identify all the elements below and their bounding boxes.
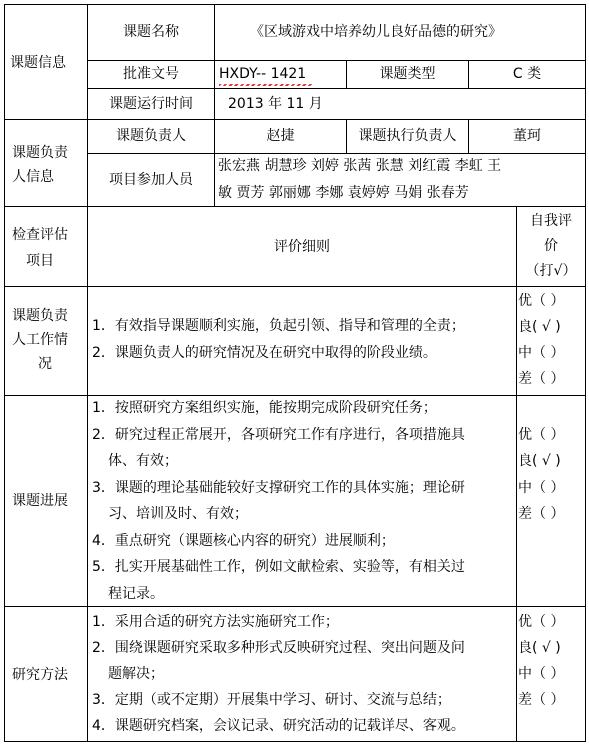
criteria-line: 2．研究过程正常展开，各项研究工作有序进行，各项措施具 [92, 427, 465, 443]
members-line: 敏 贾芳 郭丽娜 李娜 袁婷婷 马娟 张春芳 [218, 185, 469, 201]
criteria-line: 1．按照研究方案组织实施，能按期完成阶段研究任务； [92, 400, 437, 416]
rating-poor[interactable]: 差（ ） [518, 371, 565, 387]
section-label-info: 课题信息 [10, 55, 66, 71]
grid-line [4, 286, 586, 287]
rating-fair[interactable]: 中（ ） [518, 345, 565, 361]
approval-label: 批准文号 [123, 66, 179, 82]
grid-line [4, 606, 586, 607]
leader-value: 赵捷 [266, 128, 295, 144]
grid-line [4, 119, 586, 120]
criteria-line: 程记录。 [108, 586, 164, 602]
rating-excellent[interactable]: 优（ ） [518, 614, 565, 630]
rating-good[interactable]: 良( √ ) [518, 453, 561, 469]
members-label: 项目参加人员 [109, 172, 193, 188]
grid-line [4, 741, 586, 742]
criteria-line: 1．有效指导课题顺利实施，负起引领、指导和管理的全责； [92, 318, 465, 334]
grid-line [87, 88, 586, 89]
time-value: 2013 年 11 月 [228, 96, 323, 112]
exec-leader-value: 董珂 [513, 128, 541, 144]
criteria-line: 3．定期（或不定期）开展集中学习、研讨、交流与总结； [92, 692, 451, 708]
grid-line [87, 153, 586, 154]
section-label: 课题进展 [12, 493, 68, 509]
section-label-leader-2: 人信息 [12, 169, 54, 185]
leader-label: 课题负责人 [116, 128, 186, 144]
criteria-line: 4．重点研究（课题核心内容的研究）进展顺利； [92, 533, 395, 549]
exec-leader-label: 课题执行负责人 [358, 128, 457, 144]
members-line: 张宏燕 胡慧珍 刘婷 张茜 张慧 刘红霞 李虹 王 [218, 158, 502, 174]
header-item-2: 项目 [26, 253, 54, 269]
rating-poor[interactable]: 差（ ） [518, 506, 565, 522]
criteria-line: 1．采用合适的研究方法实施研究工作； [92, 614, 339, 630]
header-self-eval: 自我评 [530, 213, 572, 229]
header-detail: 评价细则 [274, 239, 330, 255]
section-label-leader: 课题负责 [12, 145, 68, 161]
rating-excellent[interactable]: 优（ ） [518, 427, 565, 443]
type-label: 课题类型 [379, 66, 436, 82]
rating-fair[interactable]: 中（ ） [518, 666, 565, 682]
grid-line [87, 60, 586, 61]
approval-value: HXDY-- 1421 [219, 66, 307, 82]
criteria-line: 3．课题的理论基础能较好支撑研究工作的具体实施；理论研 [92, 480, 465, 496]
title-value: 《区域游戏中培养幼儿良好品德的研究》 [250, 24, 502, 40]
grid-line [4, 395, 586, 396]
type-value: C 类 [512, 66, 542, 82]
section-label: 人工作情 [12, 332, 68, 348]
grid-line [87, 4, 88, 742]
grid-line [4, 206, 586, 207]
header-self-eval-3: （打√） [525, 263, 577, 279]
time-label: 课题运行时间 [109, 96, 193, 112]
grid-line [214, 4, 215, 206]
criteria-line: 2．课题负责人的研究情况及在研究中取得的阶段业绩。 [92, 345, 437, 361]
section-label: 况 [38, 356, 52, 372]
grid-line [4, 4, 5, 742]
rating-good[interactable]: 良( √ ) [518, 640, 561, 656]
rating-poor[interactable]: 差（ ） [518, 692, 565, 708]
grid-line [4, 4, 586, 5]
criteria-line: 体、有效； [108, 453, 178, 469]
criteria-line: 5．扎实开展基础性工作，例如文献检索、实验等，有相关过 [92, 559, 465, 575]
header-item: 检查评估 [12, 227, 68, 243]
rating-good[interactable]: 良( √ ) [518, 319, 561, 335]
header-self-eval-2: 价 [544, 238, 558, 254]
rating-excellent[interactable]: 优（ ） [518, 293, 565, 309]
criteria-line: 习、培训及时、有效； [108, 506, 248, 522]
grid-line [516, 206, 517, 742]
grid-line [585, 4, 586, 742]
section-label: 课题负责 [12, 308, 68, 324]
criteria-line: 4．课题研究档案，会议记录、研究活动的记载详尽、客观。 [92, 718, 465, 734]
rating-fair[interactable]: 中（ ） [518, 480, 565, 496]
section-label: 研究方法 [12, 667, 68, 683]
title-label: 课题名称 [123, 24, 179, 40]
spellcheck-underline [219, 84, 313, 86]
criteria-line: 2．围绕课题研究采取多种形式反映研究过程、突出问题及问 [92, 640, 465, 656]
criteria-line: 题解决； [108, 666, 164, 682]
